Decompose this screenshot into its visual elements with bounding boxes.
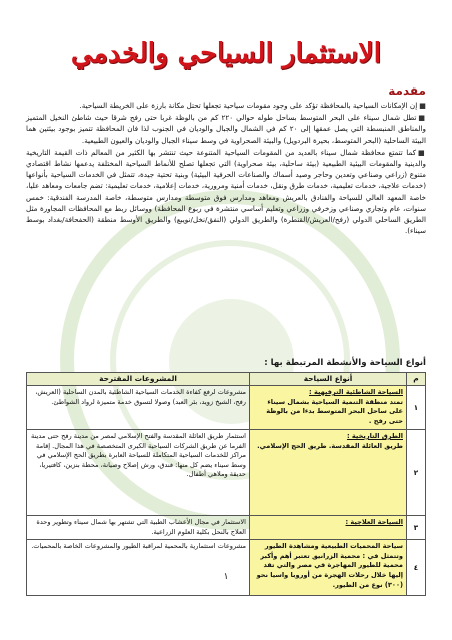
table-row bbox=[27, 386, 426, 430]
tourism-type-title: الطرق التاريخية : bbox=[346, 432, 403, 440]
projects-cell: استثمار طريق العائلة المقدسة والفتح الإسلامي لمصر من مدينة رفح حتى مدينة الفرما عن طريق الشركات السياحية الكبرى المتخصصة في هذا المجال. إقامة مراكز للخدمات السياحية المتكاملة للسياحة العابرة بطريق الحج الإسلامي في وسط سيناء يضم كل منها: فندق، ورش إصلاح وصيانة، محطة بنزين، كافتيريا، حديقة وملاهي أطفال. bbox=[27, 430, 250, 516]
projects-cell: مشروعات استثمارية بالمحمية لمراقبة الطيور والمشروعات الخاصة بالمحميات. bbox=[27, 540, 250, 596]
table-row bbox=[27, 430, 426, 516]
tourism-types-table bbox=[26, 372, 426, 596]
row-number: ٤ bbox=[407, 540, 426, 596]
bullet-icon: ■ bbox=[419, 101, 426, 110]
tourism-type-desc: طريق العائلة المقدسة. طريق الحج الإسلامي. bbox=[257, 441, 403, 450]
paragraph: ■كما تتمتع محافظة شمال سيناء بالعديد من المقومات السياحية المتنوعة حيث تنتشر بها الكثير من المعالم ذات القيمة التاريخية والدينية والمقومات البيئية الطبيعية (بيئة ساحلية، بيئة صحراوية) التي تجعلها تصلح للأنماط السياحية المختلفة يدعمها نشاط اقتصادي متنوع (زراعي وصناعي وتعدين وحاجر وصيد أسماك والصناعات الحرفية البيئية) وبنية تحتية جيدة، تتمثل في الخدمات السياحية بأنواعها (خدمات علاجية، خدمات تعليمية، خدمات طرق ونقل، خدمات أمنية ومرورية، خدمات إعلامية، خدمات تعليمية: تضم جامعات ومعاهد عليا، خاصة المعهد العالي للسياحة والفنادق بالعريش ومعاهد ومدارس فوق متوسطة ومدارس متوسطة، خاصة المدرسة الفندقية: خمس سنوات، عام وتجاري وصناعي وزخرفي وزراعي وتعليم أساسي منتشرة في ربوع المحافظة) ووسائل ربط مع المحافظات المجاورة مثل الطريق الساحلي الدولي (رفح/العريش/القنطرة) والطريق الدولي (النفق/نخل/نويبع) والطريق الأوسط منطقة (الحفحافة/بغداد بوسط سيناء). bbox=[26, 147, 426, 236]
page-title: الاستثمار السياحي والخدمي bbox=[70, 38, 382, 69]
row-number: ٢ bbox=[407, 430, 426, 516]
page-number: ١ bbox=[223, 572, 229, 582]
row-number: ١ bbox=[407, 386, 426, 430]
tourism-type-cell bbox=[250, 386, 407, 430]
tourism-type-title: السياحة الشاطئية الترفيهية : bbox=[309, 388, 403, 396]
tourism-type-desc: تمتد منطقة التنمية السياحية بشمال سيناء على ساحل البحر المتوسط بدءا من بالوظة حتى رفح . bbox=[266, 397, 403, 425]
table-heading: أنواع السياحة والأنشطة المرتبطة بها : bbox=[264, 358, 426, 368]
intro-text bbox=[26, 100, 426, 237]
tourism-type-title: السياحة العلاجية : bbox=[345, 518, 403, 526]
tourism-type-cell bbox=[250, 516, 407, 540]
table-row bbox=[27, 516, 426, 540]
row-number: ٣ bbox=[407, 516, 426, 540]
table-row bbox=[27, 540, 426, 596]
table-header-row bbox=[27, 373, 426, 386]
paragraph: ■تطل شمال سيناء على البحر المتوسط بساحل طوله حوالي ٢٢٠ كم من بالوظة غربا حتى رفح شرقا حيث شاطئ النخيل المتميز والمناطق المنبسطة التي يصل عمقها إلى ٢٠ كم في الشمال والجبال والوديان في الجنوب لذا فان المحافظة تتميز بوجود بيئتين هما البيئة الساحلية (البحر المتوسط، بحيرة البردويل) والبيئة الصحراوية في وسط سيناء الجبال والوديان والعيون الطبيعية. bbox=[26, 113, 426, 145]
projects-cell: مشروعات لرفع كفاءة الخدمات السياحية الشاطئية بالمدن الساحلية (العريش، رفح، الشيخ زويد، بئر العبد) وصولا لتسوق خدمة متميزة لرواد الشواطئ. bbox=[27, 386, 250, 430]
tourism-type-cell bbox=[250, 540, 407, 596]
header-tourism-type: أنواع السياحة bbox=[250, 373, 407, 386]
header-projects: المشروعات المقترحة bbox=[27, 373, 250, 386]
paragraph: ■إن الإمكانات السياحية بالمحافظة تؤكد على وجود مقومات سياحية تجعلها تحتل مكانة بارزة على الخريطة السياحية. bbox=[79, 101, 426, 110]
bullet-icon: ■ bbox=[418, 147, 426, 157]
header-number: م bbox=[407, 373, 426, 386]
section-heading: مقدمة bbox=[388, 84, 426, 98]
bullet-icon: ■ bbox=[418, 113, 426, 123]
tourism-type-cell bbox=[250, 430, 407, 516]
tourism-type-desc: سياحة المحميات الطبيعية ومشاهدة الطيور وتتمثل في : محمية الزرانيق تعتبر أهم وأكبر محمية للطيور المهاجرة في مصر والتي تفد إليها خلال رحلات الهجرة من أوروبا واسيا نحو (٣٠٠) نوع من الطيور. bbox=[256, 542, 403, 589]
projects-cell: الاستثمار في مجال الأعشاب الطبية التي تشتهر بها شمال سيناء وتطوير وحدة العلاج بالنحل بكلية العلوم الزراعية. bbox=[27, 516, 250, 540]
